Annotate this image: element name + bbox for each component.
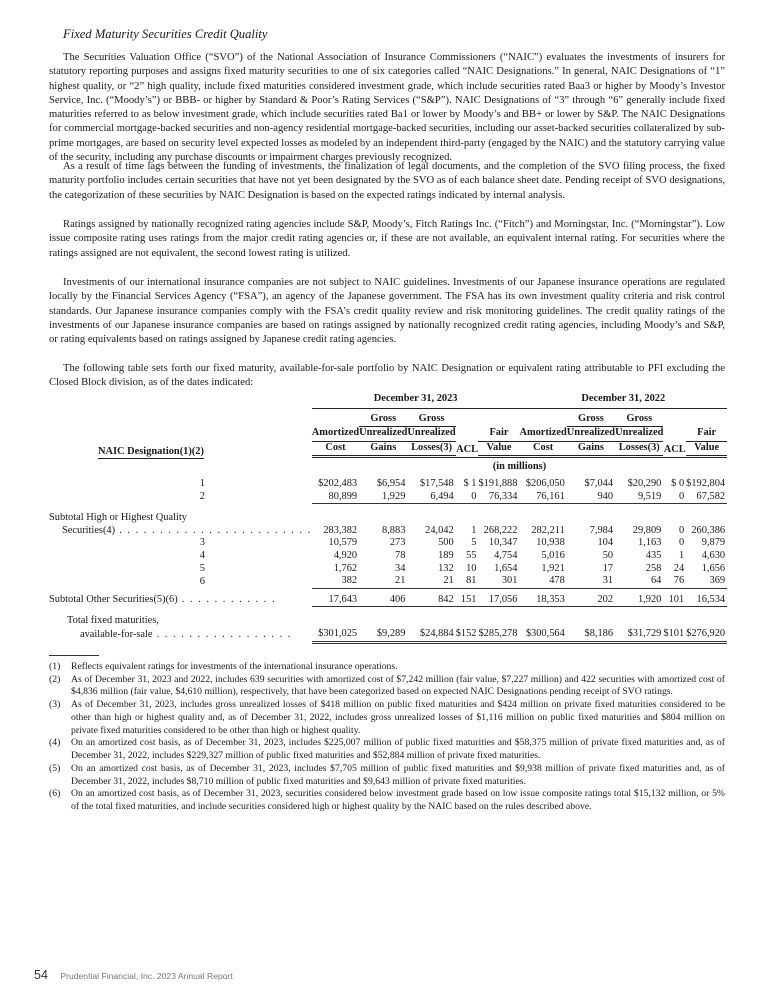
y2022-value: $300,564 bbox=[519, 628, 566, 644]
footnote-divider bbox=[49, 655, 99, 656]
y2022-value: $ 0 bbox=[671, 477, 685, 489]
y2023-value: $152 bbox=[456, 628, 479, 644]
table-row-sub-other bbox=[49, 594, 727, 608]
y2022-value: 101 bbox=[663, 594, 686, 608]
y2023-value: 382 bbox=[312, 575, 359, 589]
col-fair-value-2022: Fair Value bbox=[686, 411, 727, 459]
y2022-value: 0 bbox=[678, 537, 685, 549]
col-acl-2023: ACL bbox=[456, 411, 479, 459]
section-title: Fixed Maturity Securities Credit Quality bbox=[63, 27, 268, 41]
y2023-value: 1,929 bbox=[359, 491, 407, 505]
y2022-value: 29,809 bbox=[632, 524, 662, 536]
footnotes bbox=[49, 661, 725, 814]
footnote-6: (6) On an amortized cost basis, as of December 31, 2023, securities considered below investment grade based on low issue composite ratings total $15,132 million, or 5% of the total fixed maturities, and include securities considered high or highest quality by the NAIC based on the rules described above. bbox=[49, 788, 725, 813]
col-gross-unrealized-gains-2022: Gross Unrealized Gains bbox=[567, 411, 615, 459]
designation-label: 5 bbox=[199, 562, 205, 574]
y2023-value: 4,754 bbox=[494, 549, 518, 561]
paragraph-naic-overview: The Securities Valuation Office (“SVO”) of the National Association of Insurance Commissioners (“NAIC”) evaluates the investments of insurers for statutory reporting purposes and assigns fixed maturity securities to one of six categories called “NAIC Designations.” In general, NAIC Designations of “1” highest quality, or “2” high quality, include fixed maturities considered investment grade, which include securities rated Baa3 or higher by Moody’s Investor Service, Inc. (“Moody’s”) or BBB- or higher by Standard & Poor’s Rating Services (“S&P”). NAIC Designations of “3” through “6” generally include fixed maturities referred to as below investment grade, which include securities rated Ba1 or lower by Moody’s and BB+ or lower by S&P. The NAIC Designations for commercial mortgage-backed securities and non-agency residential mortgage-backed securities, including our asset-backed securities collateralized by sub-prime mortgages, are based on security level expected losses as modeled by an independent third-party (engaged by the NAIC) and the statutory carrying value of the security, including any purchase discounts or impairment charges previously recognized. bbox=[49, 52, 725, 164]
year-header-2023: December 31, 2023 bbox=[373, 393, 458, 404]
paragraph-international-investments: Investments of our international insurance companies are not subject to NAIC guidelines. Investments of our Japanese insurance operations are regulated locally by the Financial Services Agency (“FSA”), an agency of the Japanese government. The FSA has its own investment quality criteria and risk control standards. Our Japanese insurance companies comply with the FSA’s credit quality review and risk monitoring guidelines. The credit quality ratings of the investments of our Japanese insurance companies are based on ratings assigned by nationally recognized credit rating agencies, including Moody’s and S&P, or rating equivalents based on ratings assigned by Japanese credit rating agencies. bbox=[49, 277, 725, 346]
y2022-value: 260,386 bbox=[691, 524, 726, 536]
y2023-value: 1,654 bbox=[494, 562, 518, 574]
y2023-value: $191,888 bbox=[478, 477, 518, 489]
y2023-value: 10 bbox=[466, 562, 477, 574]
y2023-value: 301 bbox=[478, 575, 519, 589]
y2022-value: 940 bbox=[567, 491, 615, 505]
designation-label: 3 bbox=[199, 537, 205, 549]
paragraph-rating-agencies: Ratings assigned by nationally recognized rating agencies include S&P, Moody’s, Fitch Ratings Inc. (“Fitch”) and Morningstar, Inc. (“Morningstar”). Low issue composite rating uses ratings from the major credit rating agencies or, if these are not available, an equivalent internal rating. For securities where the ratings assigned are not equivalent, the second lowest rating is utilized. bbox=[49, 219, 725, 259]
y2023-value: 80,899 bbox=[312, 491, 359, 505]
y2023-value: 17,056 bbox=[478, 594, 519, 608]
y2023-value: $9,289 bbox=[359, 628, 407, 644]
y2022-value: 16,534 bbox=[686, 594, 727, 608]
y2022-value: $8,186 bbox=[567, 628, 615, 644]
y2023-value: 4,920 bbox=[333, 549, 358, 561]
y2023-value: $285,278 bbox=[478, 628, 519, 644]
y2022-value: 9,519 bbox=[615, 491, 663, 505]
y2022-value: $192,804 bbox=[686, 477, 726, 489]
row-label-line2: Securities(4) . . . . . . . . . . . . . . . . . . . . . . . . bbox=[62, 524, 312, 536]
y2022-value: 1,920 bbox=[615, 594, 663, 608]
y2023-value: $24,884 bbox=[407, 628, 455, 644]
page-footer bbox=[34, 966, 233, 984]
naic-designation-table bbox=[49, 393, 727, 644]
y2022-value: 1,921 bbox=[541, 562, 565, 574]
y2022-value: 4,630 bbox=[701, 549, 726, 561]
row-label-line1: Subtotal High or Highest Quality bbox=[49, 512, 187, 524]
designation-label: 1 bbox=[199, 477, 205, 489]
paragraph-table-intro: The following table sets forth our fixed maturity, available-for-sale portfolio by NAIC Designation or equivalent rating attributable to PFI excluding the Closed Block division, as of the dates indicated: bbox=[49, 363, 725, 389]
y2022-value: 282,211 bbox=[531, 524, 565, 536]
col-amortized-cost-2023: Amortized Cost bbox=[312, 411, 359, 459]
y2023-value: 500 bbox=[438, 537, 454, 549]
y2023-value: 273 bbox=[389, 537, 406, 549]
y2022-value: 76,161 bbox=[519, 491, 566, 505]
col-acl-2022: ACL bbox=[663, 411, 686, 459]
y2023-value: 1 bbox=[471, 524, 477, 536]
designation-column-header: NAIC Designation(1)(2) bbox=[98, 445, 204, 457]
y2023-value: 21 bbox=[359, 575, 407, 589]
col-gross-unrealized-losses-2023: Gross Unrealized Losses(3) bbox=[407, 411, 455, 459]
y2022-value: $7,044 bbox=[584, 477, 614, 489]
y2023-value: $ 1 bbox=[463, 477, 477, 489]
table-row-total bbox=[49, 628, 727, 644]
col-fair-value-2023: Fair Value bbox=[478, 411, 519, 459]
y2023-value: 842 bbox=[407, 594, 455, 608]
y2022-value: 50 bbox=[602, 549, 614, 561]
y2023-value: 189 bbox=[438, 549, 454, 561]
y2023-value: 24,042 bbox=[425, 524, 454, 536]
y2022-value: 10,938 bbox=[536, 537, 565, 549]
y2023-value: 78 bbox=[395, 549, 406, 561]
y2023-value: 8,883 bbox=[382, 524, 406, 536]
y2022-value: 0 bbox=[663, 491, 686, 505]
y2022-value: 7,984 bbox=[589, 524, 614, 536]
y2023-value: 283,382 bbox=[323, 524, 358, 536]
y2022-value: 5,016 bbox=[541, 549, 565, 561]
designation-label: 6 bbox=[199, 575, 205, 587]
y2023-value: 10,579 bbox=[328, 537, 358, 549]
table-row-d5 bbox=[49, 563, 727, 576]
col-gross-unrealized-gains-2023: Gross Unrealized Gains bbox=[359, 411, 407, 459]
y2023-value: 34 bbox=[395, 562, 406, 574]
footnote-2: (2) As of December 31, 2023 and 2022, includes 639 securities with amortized cost of $7,242 million (fair value, $7,227 million) and 422 securities with amortized cost of $4,836 million (fair value, $4,610 million), respectively, that have been categorized based on expected NAIC Designations pending receipt of SVO ratings. bbox=[49, 673, 725, 698]
y2022-value: 1,656 bbox=[701, 562, 726, 574]
table-row-d6 bbox=[49, 575, 727, 589]
y2022-value: 9,879 bbox=[701, 537, 726, 549]
y2022-value: $31,729 bbox=[615, 628, 663, 644]
units-label: (in millions) bbox=[492, 461, 547, 473]
y2023-value: 17,643 bbox=[312, 594, 359, 608]
y2023-value: 10,347 bbox=[488, 537, 518, 549]
table-row-d2 bbox=[49, 491, 727, 505]
col-gross-unrealized-losses-2022: Gross Unrealized Losses(3) bbox=[615, 411, 663, 459]
designation-label: 2 bbox=[199, 491, 205, 503]
y2023-value: $17,548 bbox=[419, 477, 454, 489]
y2022-value: 67,582 bbox=[686, 491, 727, 505]
table-row-d3 bbox=[49, 537, 727, 550]
table-row-d4 bbox=[49, 550, 727, 563]
y2023-value: 76,334 bbox=[478, 491, 519, 505]
page-number: 54 bbox=[34, 968, 48, 982]
footnote-1: (1) Reflects equivalent ratings for investments of the international insurance operations. bbox=[49, 661, 398, 672]
y2023-value: 21 bbox=[407, 575, 455, 589]
y2022-value: 435 bbox=[645, 549, 662, 561]
y2022-value: 1,163 bbox=[637, 537, 662, 549]
row-label-line1: Total fixed maturities, bbox=[67, 615, 159, 627]
y2022-value: $101 bbox=[663, 628, 686, 644]
y2022-value: 478 bbox=[519, 575, 566, 589]
table-row-d1 bbox=[49, 478, 727, 491]
y2023-value: 6,494 bbox=[407, 491, 455, 505]
footnote-5: (5) On an amortized cost basis, as of December 31, 2023, includes $7,705 million of public fixed maturities and $9,938 million of private fixed maturities and, as of December 31, 2022, includes $8,710 million of public fixed maturities and $9,643 million of private fixed maturities. bbox=[49, 762, 725, 787]
table-row-sub-high bbox=[49, 525, 727, 538]
y2023-value: $301,025 bbox=[312, 628, 359, 644]
y2022-value: $20,290 bbox=[627, 477, 662, 489]
row-label-line2: available-for-sale . . . . . . . . . . . . . . . . . bbox=[80, 629, 292, 641]
y2023-value: 5 bbox=[471, 537, 477, 549]
footnote-3: (3) As of December 31, 2023, includes gross unrealized losses of $418 million on public fixed maturities and $424 million on private fixed maturities considered to be other than high or highest quality and, as of December 31, 2022, includes gross unrealized losses of $1,116 million on public fixed maturities and $804 million on private fixed maturities considered to be other than high or highest quality. bbox=[49, 699, 725, 736]
y2022-value: 31 bbox=[567, 575, 615, 589]
designation-label: 4 bbox=[199, 549, 205, 561]
y2023-value: 55 bbox=[466, 549, 477, 561]
y2022-value: 76 bbox=[663, 575, 686, 589]
y2022-value: 17 bbox=[602, 562, 614, 574]
publication-name: Prudential Financial, Inc. 2023 Annual Report bbox=[60, 971, 233, 981]
footnote-4: (4) On an amortized cost basis, as of December 31, 2023, includes $225,007 million of public fixed maturities and $58,375 million of private fixed maturities and, as of December 31, 2022, includes $229,327 million of public fixed maturities and $52,884 million of private fixed maturities. bbox=[49, 737, 725, 762]
y2023-value: $6,954 bbox=[376, 477, 406, 489]
y2022-value: 0 bbox=[678, 524, 685, 536]
y2022-value: 64 bbox=[615, 575, 663, 589]
y2023-value: 132 bbox=[438, 562, 454, 574]
subtotal-label: Subtotal Other Securities(5)(6) . . . . . . . . . . . . bbox=[49, 594, 277, 606]
y2022-value: 258 bbox=[645, 562, 662, 574]
y2022-value: 18,353 bbox=[519, 594, 566, 608]
year-header-2022: December 31, 2022 bbox=[581, 393, 666, 404]
y2022-value: $206,050 bbox=[525, 477, 565, 489]
y2022-value: 1 bbox=[678, 549, 685, 561]
y2022-value: 104 bbox=[597, 537, 614, 549]
y2023-value: 0 bbox=[456, 491, 479, 505]
y2023-value: 81 bbox=[456, 575, 479, 589]
y2022-value: 24 bbox=[673, 562, 685, 574]
y2022-value: 202 bbox=[567, 594, 615, 608]
y2023-value: 406 bbox=[359, 594, 407, 608]
col-amortized-cost-2022: Amortized Cost bbox=[519, 411, 566, 459]
y2023-value: 151 bbox=[456, 594, 479, 608]
y2023-value: 1,762 bbox=[333, 562, 358, 574]
y2023-value: $202,483 bbox=[318, 477, 358, 489]
y2023-value: 268,222 bbox=[483, 524, 518, 536]
y2022-value: 369 bbox=[686, 575, 727, 589]
paragraph-svo-time-lags: As a result of time lags between the funding of investments, the finalization of legal documents, and the completion of the SVO filing process, the fixed maturity portfolio includes certain securities that have not yet been designated by the SVO as of each balance sheet date. Pending receipt of SVO designations, the categorization of these securities by NAIC Designation is based on the expected ratings indicated by internal analysis. bbox=[49, 161, 725, 201]
y2022-value: $276,920 bbox=[686, 628, 727, 644]
